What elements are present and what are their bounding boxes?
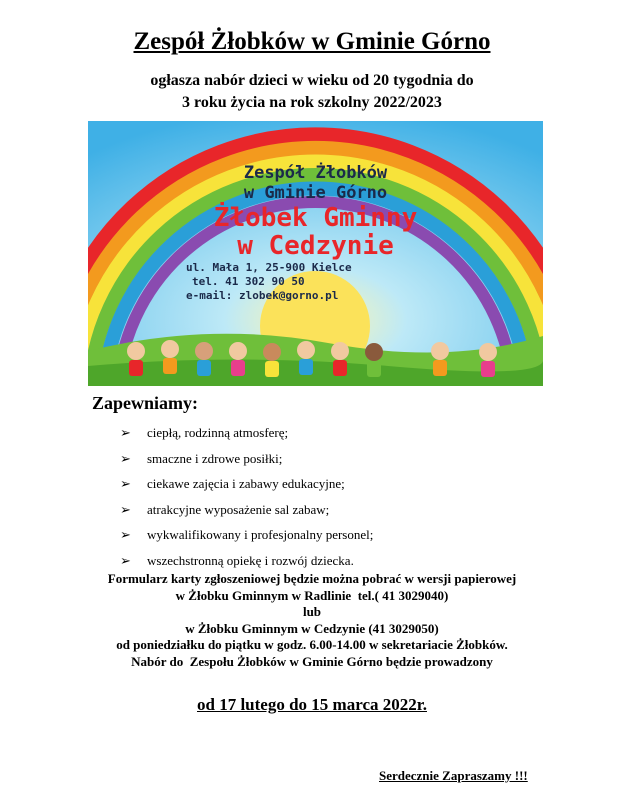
banner-line-1: Zespół Żłobków bbox=[243, 163, 388, 183]
info-line-3: lub bbox=[302, 604, 322, 619]
list-heading: Zapewniamy: bbox=[92, 393, 199, 413]
subtitle-line-1: ogłasza nabór dzieci w wieku od 20 tygodnia do bbox=[150, 72, 474, 89]
registration-info bbox=[40, 571, 584, 670]
info-line-6: Nabór do Zespołu Żłobków w Gminie Górno będzie prowadzony bbox=[131, 653, 493, 669]
registration-dates: od 17 lutego do 15 marca 2022r. bbox=[197, 695, 427, 714]
list-item: ➢ smaczne i zdrowe posiłki; bbox=[120, 446, 373, 472]
list-item: ➢ wszechstronną opiekę i rozwój dziecka. bbox=[120, 548, 373, 574]
closing-text: Serdecznie Zapraszamy !!! bbox=[379, 768, 528, 783]
arrow-bullet-icon: ➢ bbox=[120, 450, 131, 466]
banner-line-3: Żłobek Gminny bbox=[213, 203, 418, 233]
subtitle-line-2: 3 roku życia na rok szkolny 2022/2023 bbox=[182, 94, 442, 111]
info-line-1: Formularz karty zgłoszeniowej będzie można pobrać w wersji papierowej bbox=[107, 571, 517, 586]
info-line-5: od poniedziałku do piątku w godz. 6.00-14.00 w sekretariacie Żłobków. bbox=[116, 637, 508, 652]
banner-line-2: w Gminie Górno bbox=[243, 183, 388, 203]
nursery-banner-image bbox=[88, 121, 543, 386]
banner-phone: tel. 41 302 90 50 bbox=[192, 275, 305, 288]
page-title: Zespół Żłobków w Gminie Górno bbox=[133, 28, 491, 55]
arrow-bullet-icon: ➢ bbox=[120, 552, 131, 568]
arrow-bullet-icon: ➢ bbox=[120, 527, 131, 543]
list-item: ➢ wykwalifikowany i profesjonalny personel; bbox=[120, 522, 373, 548]
list-item: ➢ atrakcyjne wyposażenie sal zabaw; bbox=[120, 497, 373, 523]
banner-address: ul. Mała 1, 25-900 Kielce bbox=[186, 261, 352, 274]
list-item: ➢ ciepłą, rodzinną atmosferę; bbox=[120, 420, 373, 446]
benefits-list bbox=[120, 420, 373, 574]
banner-email: e-mail: zlobek@gorno.pl bbox=[186, 289, 339, 302]
info-line-4: w Żłobku Gminnym w Cedzynie (41 3029050) bbox=[185, 620, 439, 636]
banner-line-4: w Cedzynie bbox=[237, 231, 394, 261]
info-line-2: w Żłobku Gminnym w Radlinie tel.( 41 3029040) bbox=[175, 587, 449, 603]
subtitle bbox=[60, 70, 564, 114]
arrow-bullet-icon: ➢ bbox=[120, 425, 131, 440]
arrow-bullet-icon: ➢ bbox=[120, 476, 131, 492]
arrow-bullet-icon: ➢ bbox=[120, 501, 131, 517]
list-item: ➢ ciekawe zajęcia i zabawy edukacyjne; bbox=[120, 471, 373, 497]
